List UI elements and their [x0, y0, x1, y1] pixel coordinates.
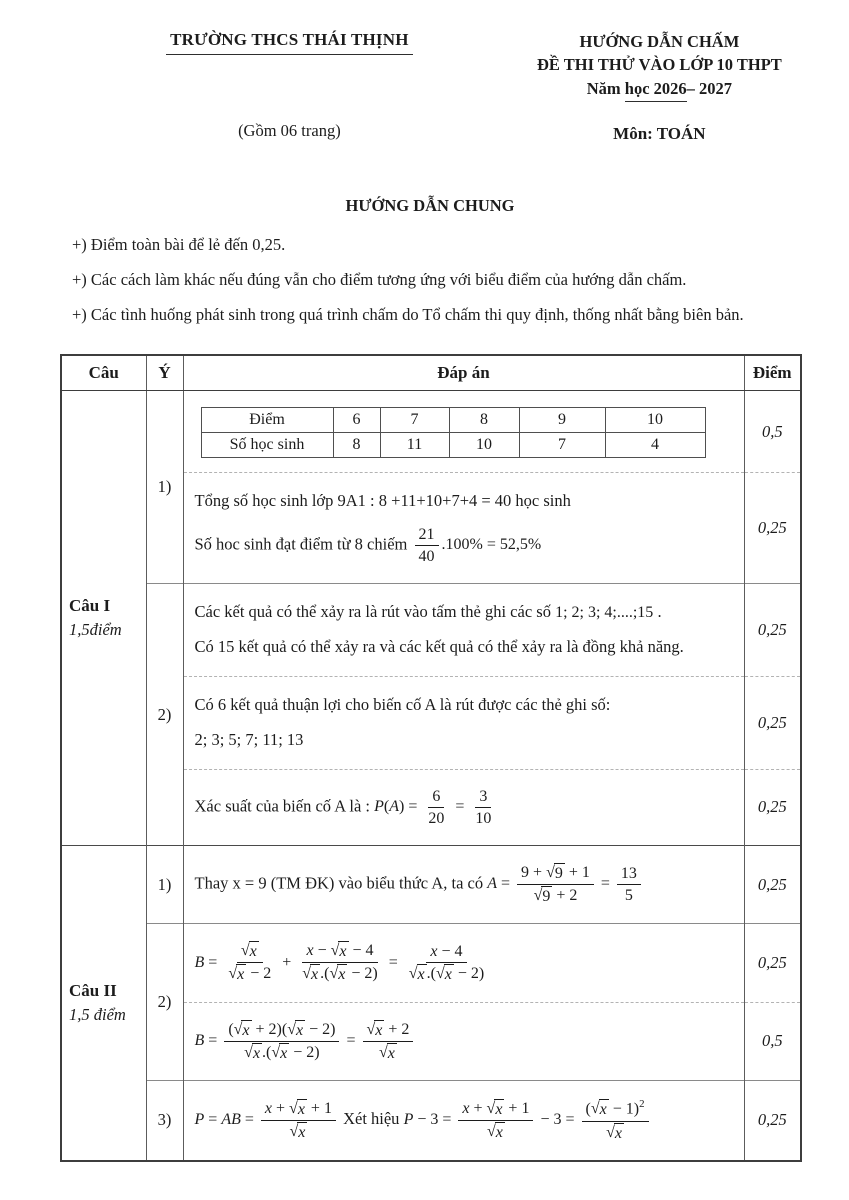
math-expression: P = AB = x + √ x + 1 √ x	[195, 1111, 339, 1128]
answer-cell	[183, 584, 744, 677]
document-header	[60, 30, 800, 144]
subtable-cell: 7	[519, 433, 605, 458]
subtable-cell: Số học sinh	[201, 433, 333, 458]
subtable-cell: Điểm	[201, 408, 333, 433]
fraction: $\frac{3}{10}$	[475, 787, 492, 827]
square-root: √ x	[289, 1099, 305, 1118]
answer-table	[60, 354, 802, 1162]
header-left-block	[60, 30, 519, 141]
col-header-dapan: Đáp án	[183, 355, 744, 391]
square-root: √ x	[289, 1122, 306, 1141]
square-root: √ x	[486, 1099, 503, 1118]
square-root: √ x	[330, 942, 347, 961]
year-prefix: Năm	[586, 78, 625, 98]
answer-text: Tổng số học sinh lớp 9A1 : 8 +11+10+7+4 = 40 học sinh	[194, 491, 571, 511]
answer-cell	[183, 391, 744, 473]
question-label: Câu II	[69, 980, 117, 1000]
subtable-cell: 10	[449, 433, 519, 458]
answer-text: Số hoc sinh đạt điểm từ 8 chiếm	[194, 534, 412, 554]
guide-title: HƯỚNG DẪN CHUNG	[345, 196, 515, 216]
square-root: √ x	[379, 1043, 395, 1062]
table-row	[61, 845, 801, 923]
subtable-row	[201, 408, 705, 433]
fraction: $\frac{6}{20}$	[428, 787, 445, 827]
question-points: 1,5 điểm	[69, 1004, 126, 1024]
col-header-y: Ý	[146, 355, 183, 391]
table-row	[61, 1081, 801, 1161]
fraction: √ x √ x − 2	[228, 942, 272, 984]
part-cell: 2)	[146, 584, 183, 846]
fraction: x + √ x + 1 √ x	[458, 1099, 533, 1142]
score-cell: 0,25	[744, 1081, 801, 1161]
fraction: √ x + 2 √ x	[363, 1020, 414, 1063]
subtable-row	[201, 433, 705, 458]
answer-cell	[183, 769, 744, 845]
fraction: x + √ x + 1 √ x	[261, 1099, 336, 1142]
square-root: √ 9	[533, 887, 551, 906]
subtable-cell: 8	[449, 408, 519, 433]
fraction: ( √ x + 2)( √ x − 2) √ x .( √ x − 2)	[224, 1020, 339, 1063]
answer-cell	[183, 677, 744, 770]
square-root: √ x	[486, 1122, 503, 1141]
guide-note-2: +) Các cách làm khác nếu đúng vẫn cho điểm tương ứng với biểu điểm của hướng dẫn chấm.	[72, 270, 687, 290]
score-cell: 0,25	[744, 473, 801, 584]
square-root: √ x	[287, 1020, 304, 1039]
question-cell	[61, 845, 146, 1160]
doc-title-line2: ĐỀ THI THỬ VÀO LỚP 10 THPT	[536, 55, 782, 75]
answer-line	[195, 635, 732, 660]
answer-table-header-row	[61, 355, 801, 391]
school-name: TRƯỜNG THCS THÁI THỊNH	[166, 30, 413, 55]
answer-text: .	[653, 602, 662, 622]
fraction: $\frac{13}{5}$	[617, 864, 641, 905]
question-points: 1,5điểm	[69, 620, 122, 640]
math-expression: 1; 2; 3; 4;....;15	[555, 604, 654, 622]
answer-text: Xét hiệu	[338, 1109, 404, 1129]
score-cell: 0,25	[744, 924, 801, 1002]
score-cell: 0,25	[744, 845, 801, 923]
score-cell: 0,25	[744, 677, 801, 770]
answer-cell	[183, 1002, 744, 1080]
col-header-cau: Câu	[61, 355, 146, 391]
col-header-diem: Điểm	[744, 355, 801, 391]
square-root: √ x	[233, 1020, 250, 1039]
score-cell: 0,25	[744, 584, 801, 677]
answer-line	[195, 600, 732, 625]
square-root: √ 9	[546, 863, 563, 882]
answer-line	[195, 940, 732, 985]
answer-line	[195, 786, 732, 829]
question-cell	[61, 391, 146, 846]
year-underlined: học 2026	[625, 79, 687, 102]
math-expression: P(A) = $\frac{6}{20}$ = $\frac{3}{10}$	[374, 798, 498, 815]
guide-note-3: +) Các tình huống phát sinh trong quá trình chấm do Tổ chấm thi quy định, thống nhất bằng biên bản.	[72, 305, 744, 325]
answer-line	[195, 728, 732, 753]
guide-note-1: +) Điểm toàn bài để lẻ đến 0,25.	[72, 235, 286, 255]
math-expression: A = 9 + √ 9 + 1 √ 9 + 2 = $\frac{13}{5}$	[487, 875, 644, 892]
pages-note: (Gồm 06 trang)	[238, 121, 341, 140]
answer-line	[195, 1097, 732, 1144]
answer-text: Xác suất của biến cố A là :	[194, 795, 375, 815]
subtable-cell: 10	[605, 408, 705, 433]
answer-text: Các kết quả có thể xảy ra là rút vào tấm thẻ ghi các số	[194, 602, 556, 622]
score-cell: 0,25	[744, 769, 801, 845]
answer-line	[195, 693, 732, 718]
answer-cell	[183, 845, 744, 923]
score-cell: 0,5	[744, 391, 801, 473]
subject-line: Môn: TOÁN	[613, 124, 706, 144]
answer-text: 2; 3; 5; 7; 11; 13	[194, 729, 304, 749]
part-cell: 2)	[146, 924, 183, 1081]
square-root: √ x	[228, 965, 245, 984]
header-right-block	[519, 30, 800, 144]
table-row	[61, 924, 801, 1002]
year-suffix: – 2027	[686, 78, 733, 98]
answer-line	[195, 489, 732, 514]
math-expression: P − 3 = x + √ x + 1 √ x − 3 = ( √ x − 1)$^2$ √ x	[404, 1111, 652, 1128]
guide-notes	[60, 228, 800, 333]
square-root: √ x	[302, 965, 319, 984]
part-cell: 1)	[146, 391, 183, 584]
square-root: √ x	[271, 1043, 288, 1062]
subtable-cell: 8	[333, 433, 380, 458]
square-root: √ x	[366, 1020, 383, 1039]
square-root: √ x	[606, 1123, 622, 1142]
table-row	[61, 391, 801, 473]
subtable-cell: 4	[605, 433, 705, 458]
square-root: √ x	[435, 964, 452, 983]
square-root: √ x	[244, 1043, 261, 1062]
square-root: √ x	[590, 1100, 607, 1119]
subtable-cell: 9	[519, 408, 605, 433]
table-row	[61, 584, 801, 677]
answer-cell	[183, 924, 744, 1002]
answer-text: Thay x = 9 (TM ĐK) vào biểu thức A, ta có	[194, 873, 488, 893]
doc-title-line1: HƯỚNG DẪN CHẤM	[579, 32, 740, 51]
answer-line	[195, 862, 732, 907]
answer-table-body	[61, 391, 801, 1161]
score-frequency-table	[201, 407, 706, 458]
answer-text: Có 6 kết quả thuận lợi cho biến cố A là rút được các thẻ ghi số:	[194, 695, 611, 715]
school-year-line	[519, 77, 800, 100]
subtable-cell: 6	[333, 408, 380, 433]
math-expression: B = ( √ x + 2)( √ x − 2) √ x .( √ x − 2) = √ x + 2 √ x	[195, 1032, 417, 1049]
answer-text: Có 15 kết quả có thể xảy ra và các kết quả có thể xảy ra là đồng khả năng.	[194, 637, 684, 657]
math-expression: $\frac{21}{40}$ .100% = 52,5%	[412, 536, 542, 553]
answer-cell	[183, 1081, 744, 1161]
answer-line	[195, 1019, 732, 1064]
fraction: ( √ x − 1)$^2$ √ x	[582, 1098, 649, 1143]
score-cell: 0,5	[744, 1002, 801, 1080]
question-label: Câu I	[69, 596, 111, 616]
fraction: x − 4 √ x .( √ x − 2)	[408, 942, 485, 983]
answer-line	[195, 524, 732, 567]
answer-cell	[183, 473, 744, 584]
part-cell: 1)	[146, 845, 183, 923]
fraction: 9 + √ 9 + 1 √ 9 + 2	[517, 863, 594, 906]
part-cell: 3)	[146, 1081, 183, 1161]
square-root: √ x	[240, 942, 257, 961]
square-root: √ x	[329, 965, 346, 984]
subtable-cell: 11	[380, 433, 449, 458]
subtable-cell: 7	[380, 408, 449, 433]
fraction: x − √ x − 4 √ x .( √ x − 2)	[302, 942, 378, 984]
fraction: $\frac{21}{40}$	[415, 525, 439, 566]
math-expression: B = √ x √ x − 2 + x − √ x − 4 √ x .( √ x − 2) = x − 4 √ x .( √ x − 2)	[195, 954, 492, 971]
square-root: √ x	[408, 964, 425, 983]
